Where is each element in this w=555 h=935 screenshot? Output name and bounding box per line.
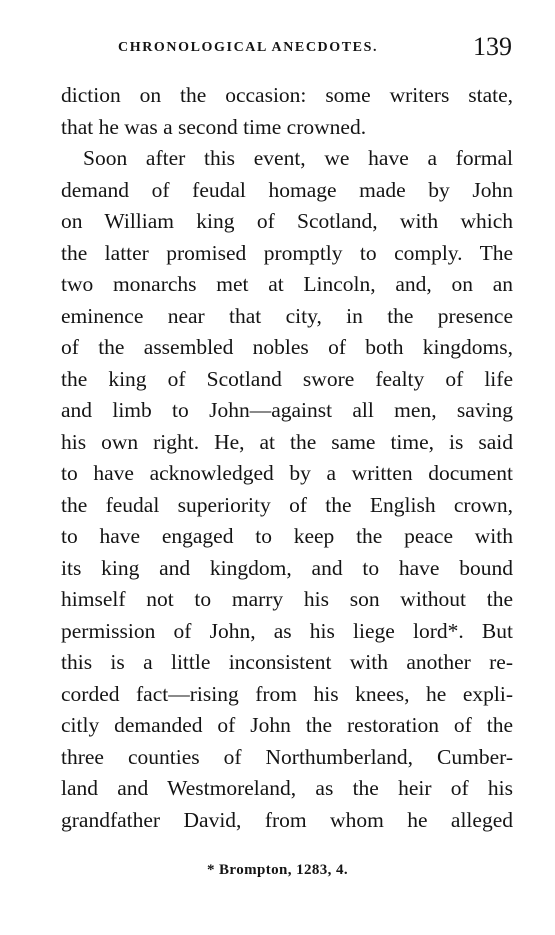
text-line: of the assembled nobles of both kingdoms, [61,335,513,359]
text-line: himself not to marry his son without the [61,587,513,611]
page-number: 139 [473,32,512,61]
text-line: grandfather David, from whom he alleged [61,807,513,832]
text-line: demand of feudal homage made by John [61,177,513,202]
text-line: the feudal superiority of the English crown, [61,492,513,517]
text-line: diction on the occasion: some writers state, [61,83,513,107]
text-line: eminence near that city, in the presence [61,303,513,328]
text-line: on William king of Scotland, with which [61,209,513,233]
text-line: Soon after this event, we have a formal [83,146,513,170]
body-text [61,80,513,836]
text-line: the latter promised promptly to comply. The [61,240,513,265]
text-line: citly demanded of John the restoration of the [61,713,513,737]
text-line: three counties of Northumberland, Cumber- [61,744,513,769]
footnote: * Brompton, 1283, 4. [206,862,349,878]
text-line: its king and kingdom, and to have bound [61,555,513,580]
text-line: to have acknowledged by a written document [61,461,513,485]
text-line: this is a little inconsistent with another re- [61,650,513,674]
text-line: that he was a second time crowned. [61,114,367,139]
text-line: two monarchs met at Lincoln, and, on an [61,272,513,296]
text-line: permission of John, as his liege lord*. But [61,618,513,643]
running-title: CHRONOLOGICAL ANECDOTES. [118,40,379,55]
text-line: and limb to John—against all men, saving [61,398,513,422]
text-line: to have engaged to keep the peace with [61,524,513,548]
text-line: his own right. He, at the same time, is said [61,429,513,454]
text-line: the king of Scotland swore fealty of life [61,366,513,391]
text-line: land and Westmoreland, as the heir of his [61,776,513,800]
text-line: corded fact—rising from his knees, he expli- [61,681,513,706]
running-head [118,32,512,62]
